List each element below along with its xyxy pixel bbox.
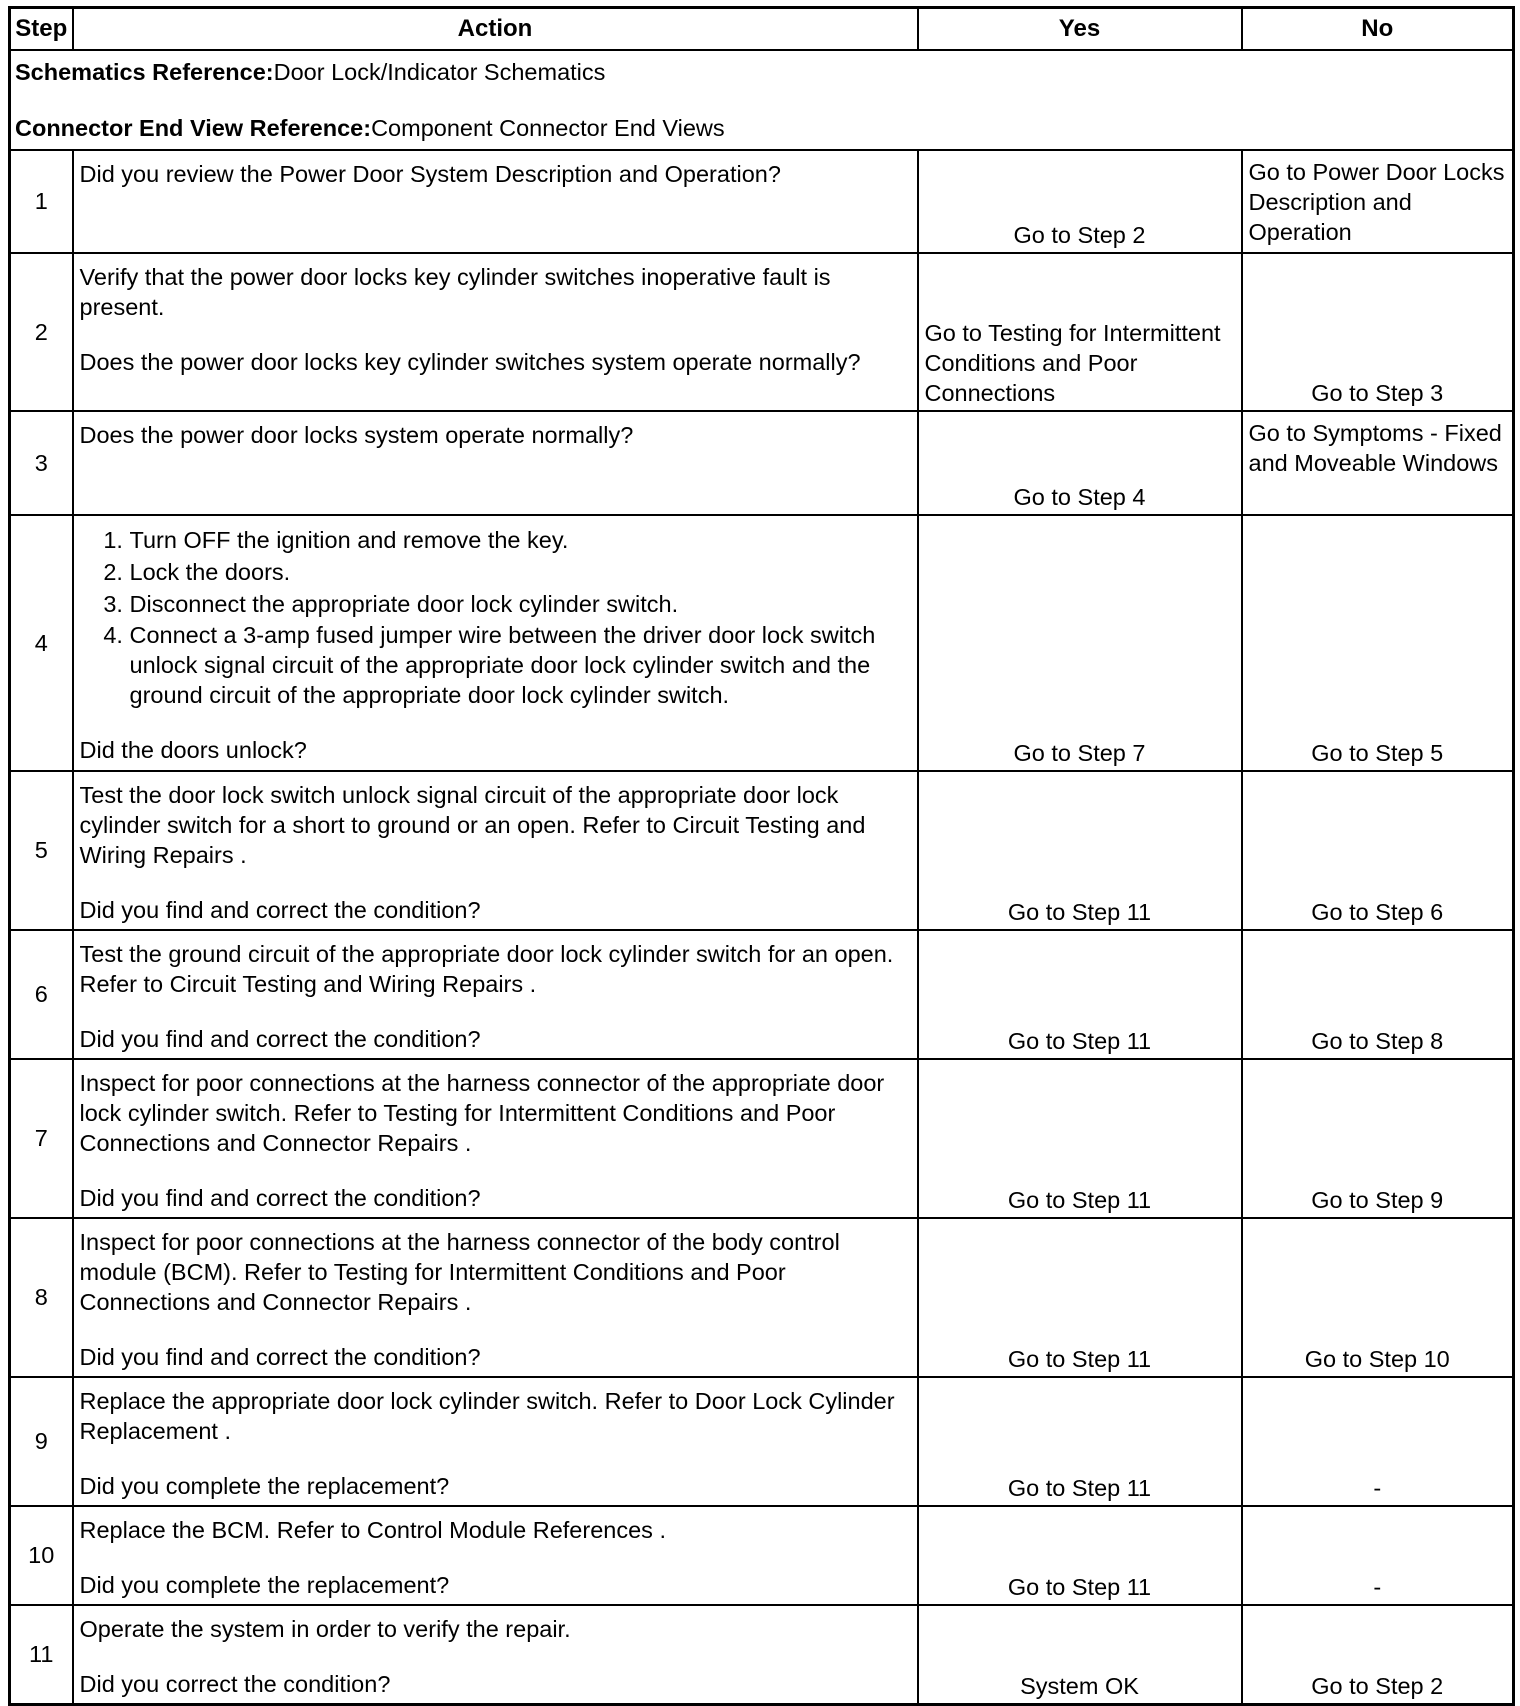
table-row — [10, 930, 1514, 1059]
diagnostic-table — [8, 6, 1515, 1706]
yes-cell[interactable]: Go to Step 11 — [918, 1377, 1242, 1506]
action-question: Did you correct the condition? — [79, 1670, 391, 1697]
table-row — [10, 1377, 1514, 1506]
table-row — [10, 1059, 1514, 1218]
no-cell[interactable]: Go to Power Door Locks Description and Operation — [1242, 150, 1514, 253]
yes-cell[interactable]: Go to Step 11 — [918, 1506, 1242, 1605]
header-no: No — [1242, 8, 1514, 50]
yes-cell[interactable]: Go to Step 11 — [918, 1059, 1242, 1218]
action-cell — [73, 771, 918, 930]
action-question: Did you find and correct the condition? — [79, 896, 481, 923]
no-cell[interactable]: Go to Step 2 — [1242, 1605, 1514, 1705]
header-row — [10, 8, 1514, 50]
header-step: Step — [10, 8, 73, 50]
yes-cell[interactable]: Go to Step 2 — [918, 150, 1242, 253]
action-cell — [73, 1218, 918, 1377]
action-text: Replace the appropriate door lock cylinder switch. Refer to Door Lock Cylinder Replacement . — [79, 1387, 895, 1444]
step-number: 10 — [10, 1506, 73, 1605]
action-cell — [73, 515, 918, 771]
no-cell[interactable]: Go to Step 3 — [1242, 253, 1514, 411]
step-number: 2 — [10, 253, 73, 411]
schematics-reference-link[interactable]: Door Lock/Indicator Schematics — [273, 58, 606, 85]
no-cell[interactable]: Go to Step 8 — [1242, 930, 1514, 1059]
yes-cell[interactable]: Go to Step 11 — [918, 1218, 1242, 1377]
yes-cell[interactable]: Go to Step 4 — [918, 411, 1242, 515]
list-item: 3. Disconnect the appropriate door lock cylinder switch. — [130, 588, 911, 620]
yes-cell[interactable]: System OK — [918, 1605, 1242, 1705]
list-item: 2. Lock the doors. — [130, 556, 911, 588]
action-cell — [73, 1605, 918, 1705]
no-cell[interactable]: Go to Step 5 — [1242, 515, 1514, 771]
reference-cell — [10, 50, 1514, 150]
action-cell — [73, 1506, 918, 1605]
action-text: Replace the BCM. Refer to Control Module References . — [79, 1516, 666, 1543]
action-text: Inspect for poor connections at the harness connector of the appropriate door lock cylinder switch. Refer to Testing for Intermittent Conditions and Poor Connections and Connector Repairs . — [79, 1069, 885, 1156]
action-cell — [73, 253, 918, 411]
connector-reference-link[interactable]: Component Connector End Views — [371, 114, 725, 141]
table-row — [10, 411, 1514, 515]
action-text: Inspect for poor connections at the harness connector of the body control module (BCM). Refer to Testing for Intermittent Conditions and Poor Connections and Connector Repairs . — [79, 1228, 840, 1315]
step-number: 1 — [10, 150, 73, 253]
list-item: 1. Turn OFF the ignition and remove the key. — [130, 524, 911, 556]
action-text: Test the ground circuit of the appropriate door lock cylinder switch for an open. Refer to Circuit Testing and Wiring Repairs . — [79, 940, 894, 997]
yes-cell[interactable]: Go to Step 7 — [918, 515, 1242, 771]
schematics-reference-label: Schematics Reference: — [15, 58, 274, 85]
table-row — [10, 150, 1514, 253]
no-cell: - — [1242, 1506, 1514, 1605]
table-row — [10, 1506, 1514, 1605]
action-cell — [73, 930, 918, 1059]
step-number: 8 — [10, 1218, 73, 1377]
table-row — [10, 515, 1514, 771]
action-cell — [73, 1059, 918, 1218]
table-row — [10, 771, 1514, 930]
list-item: 4. Connect a 3-amp fused jumper wire between the driver door lock switch unlock signal circuit of the appropriate door lock cylinder switch and the ground circuit of the appropriate door lock cylinder switch. — [130, 620, 911, 710]
action-steps-list — [80, 524, 911, 710]
action-text: Operate the system in order to verify the repair. — [79, 1615, 571, 1642]
schematics-reference — [15, 57, 1508, 87]
no-cell[interactable]: Go to Step 9 — [1242, 1059, 1514, 1218]
action-question: Did you find and correct the condition? — [79, 1025, 481, 1052]
no-cell[interactable]: Go to Step 10 — [1242, 1218, 1514, 1377]
reference-row — [10, 50, 1514, 150]
yes-cell[interactable]: Go to Step 11 — [918, 771, 1242, 930]
table-row — [10, 253, 1514, 411]
action-cell — [73, 411, 918, 515]
step-number: 5 — [10, 771, 73, 930]
step-number: 6 — [10, 930, 73, 1059]
no-cell: - — [1242, 1377, 1514, 1506]
step-number: 3 — [10, 411, 73, 515]
no-cell[interactable]: Go to Symptoms - Fixed and Moveable Windows — [1242, 411, 1514, 515]
action-text: Did you review the Power Door System Description and Operation? — [79, 160, 781, 187]
step-number: 9 — [10, 1377, 73, 1506]
action-question: Did you complete the replacement? — [79, 1571, 450, 1598]
connector-reference-label: Connector End View Reference: — [15, 114, 372, 141]
step-number: 11 — [10, 1605, 73, 1705]
action-text: Verify that the power door locks key cylinder switches inoperative fault is present. — [79, 263, 831, 320]
action-text: Test the door lock switch unlock signal circuit of the appropriate door lock cylinder switch for a short to ground or an open. Refer to Circuit Testing and Wiring Repairs . — [79, 781, 866, 868]
action-question: Did you find and correct the condition? — [79, 1343, 481, 1370]
no-cell[interactable]: Go to Step 6 — [1242, 771, 1514, 930]
action-question: Did the doors unlock? — [79, 736, 307, 763]
table-row — [10, 1605, 1514, 1705]
yes-cell[interactable]: Go to Testing for Intermittent Conditions and Poor Connections — [918, 253, 1242, 411]
action-question: Did you complete the replacement? — [79, 1472, 450, 1499]
action-cell — [73, 150, 918, 253]
table-row — [10, 1218, 1514, 1377]
action-cell — [73, 1377, 918, 1506]
step-number: 4 — [10, 515, 73, 771]
action-question: Does the power door locks key cylinder switches system operate normally? — [79, 348, 861, 375]
header-yes: Yes — [918, 8, 1242, 50]
yes-cell[interactable]: Go to Step 11 — [918, 930, 1242, 1059]
header-action: Action — [73, 8, 918, 50]
connector-reference — [15, 113, 1508, 143]
step-number: 7 — [10, 1059, 73, 1218]
action-question: Did you find and correct the condition? — [79, 1184, 481, 1211]
action-text: Does the power door locks system operate normally? — [79, 421, 634, 448]
